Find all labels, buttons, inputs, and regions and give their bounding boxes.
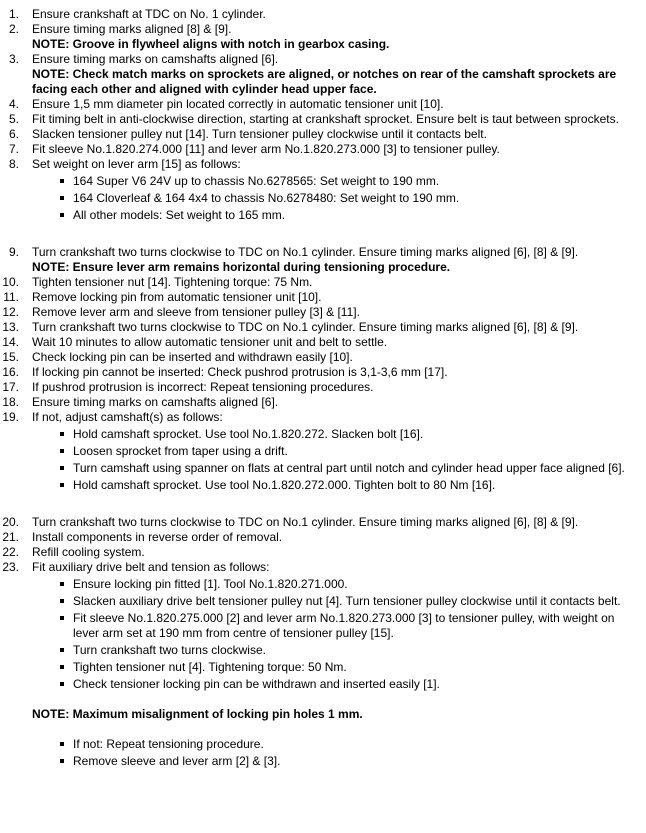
procedure-step	[0, 22, 638, 52]
step-body	[32, 515, 638, 530]
step-bullet-list	[32, 427, 638, 493]
step-text: Fit auxiliary drive belt and tension as follows:	[32, 560, 270, 574]
procedure-step	[0, 52, 638, 97]
bullet-item: Slacken auxiliary drive belt tensioner pulley nut [4]. Turn tensioner pulley clockwise until it contacts belt.	[32, 594, 638, 609]
procedure-step	[0, 305, 638, 320]
step-body	[32, 320, 638, 335]
step-number: 2.	[8, 22, 19, 36]
step-body	[32, 365, 638, 380]
bullet-item: If not: Repeat tensioning procedure.	[32, 737, 638, 752]
step-body	[32, 245, 638, 275]
bullet-item: Check tensioner locking pin can be withdrawn and inserted easily [1].	[32, 677, 638, 692]
step-number: 1.	[8, 7, 19, 21]
bullet-item: All other models: Set weight to 165 mm.	[32, 208, 638, 223]
procedure-step	[0, 275, 638, 290]
step-number: 3.	[8, 52, 19, 66]
footer-bullet-list	[32, 737, 638, 769]
step-body	[32, 127, 638, 142]
step-number: 18.	[2, 395, 19, 409]
step-text: Ensure timing marks aligned [8] & [9].	[32, 22, 232, 36]
procedure-step	[0, 395, 638, 410]
procedure-step	[0, 335, 638, 350]
step-number: 11.	[3, 290, 19, 304]
step-body	[32, 112, 638, 127]
step-body	[32, 52, 638, 97]
step-body	[32, 275, 638, 290]
step-text: Wait 10 minutes to allow automatic tensioner unit and belt to settle.	[32, 335, 388, 349]
step-bullet-list	[32, 577, 638, 692]
bullet-item: Hold camshaft sprocket. Use tool No.1.820.272. Slacken bolt [16].	[32, 427, 638, 442]
step-number: 21.	[2, 530, 19, 544]
step-number: 8.	[8, 157, 19, 171]
step-text: Fit timing belt in anti-clockwise direction, starting at crankshaft sprocket. Ensure belt is taut between sprockets.	[32, 112, 619, 126]
bullet-item: Ensure locking pin fitted [1]. Tool No.1.820.271.000.	[32, 577, 638, 592]
step-number: 22.	[2, 545, 19, 559]
step-body	[32, 7, 638, 22]
step-number: 9.	[8, 245, 19, 259]
step-body	[32, 305, 638, 320]
bullet-item: Hold camshaft sprocket. Use tool No.1.820.272.000. Tighten bolt to 80 Nm [16].	[32, 478, 638, 493]
step-text: Turn crankshaft two turns clockwise to TDC on No.1 cylinder. Ensure timing marks aligned [6], [8] & [9].	[32, 245, 579, 259]
step-text: Remove locking pin from automatic tensioner unit [10].	[32, 290, 322, 304]
step-text: Slacken tensioner pulley nut [14]. Turn tensioner pulley clockwise until it contacts belt.	[32, 127, 487, 141]
bullet-item: 164 Super V6 24V up to chassis No.6278565: Set weight to 190 mm.	[32, 174, 638, 189]
step-text: Check locking pin can be inserted and withdrawn easily [10].	[32, 350, 353, 364]
procedure-list	[0, 7, 638, 694]
step-text: If pushrod protrusion is incorrect: Repeat tensioning procedures.	[32, 380, 374, 394]
procedure-step	[0, 320, 638, 335]
step-number: 23.	[2, 560, 19, 574]
bullet-item: Turn camshaft using spanner on flats at central part until notch and cylinder head upper face aligned [6].	[32, 461, 638, 476]
procedure-step	[0, 290, 638, 305]
step-body	[32, 335, 638, 350]
step-number: 17.	[2, 380, 19, 394]
step-bullet-list	[32, 174, 638, 223]
step-text: Ensure crankshaft at TDC on No. 1 cylinder.	[32, 7, 266, 21]
step-text: If not, adjust camshaft(s) as follows:	[32, 410, 223, 424]
step-text: Ensure timing marks on camshafts aligned [6].	[32, 52, 279, 66]
footer-section	[0, 694, 638, 771]
step-text: Turn crankshaft two turns clockwise to TDC on No.1 cylinder. Ensure timing marks aligned [6], [8] & [9].	[32, 515, 579, 529]
procedure-step	[0, 7, 638, 22]
step-body	[32, 22, 638, 52]
step-number: 16.	[2, 365, 19, 379]
step-number: 20.	[2, 515, 19, 529]
step-text: Remove lever arm and sleeve from tensioner pulley [3] & [11].	[32, 305, 360, 319]
step-text: Install components in reverse order of removal.	[32, 530, 283, 544]
step-text: Fit sleeve No.1.820.274.000 [11] and lever arm No.1.820.273.000 [3] to tensioner pulley.	[32, 142, 500, 156]
step-text: Refill cooling system.	[32, 545, 145, 559]
footer-note: NOTE: Maximum misalignment of locking pin holes 1 mm.	[32, 707, 363, 721]
step-number: 13.	[2, 320, 19, 334]
procedure-step	[0, 245, 638, 275]
step-body	[32, 157, 638, 225]
step-note: NOTE: Ensure lever arm remains horizontal during tensioning procedure.	[32, 260, 451, 274]
step-text: Ensure 1,5 mm diameter pin located correctly in automatic tensioner unit [10].	[32, 97, 444, 111]
step-number: 7.	[8, 142, 19, 156]
footer-body	[32, 694, 638, 771]
procedure-step	[0, 515, 638, 530]
step-body	[32, 560, 638, 694]
procedure-step	[0, 560, 638, 694]
bullet-item: Remove sleeve and lever arm [2] & [3].	[32, 754, 638, 769]
step-text: Tighten tensioner nut [14]. Tightening torque: 75 Nm.	[32, 275, 313, 289]
step-body	[32, 142, 638, 157]
step-text: Ensure timing marks on camshafts aligned [6].	[32, 395, 279, 409]
procedure-step	[0, 97, 638, 112]
step-body	[32, 530, 638, 545]
procedure-step	[0, 157, 638, 225]
procedure-step	[0, 350, 638, 365]
step-number: 12.	[2, 305, 19, 319]
step-number: 4.	[8, 97, 19, 111]
bullet-item: Turn crankshaft two turns clockwise.	[32, 643, 638, 658]
step-number: 6.	[8, 127, 19, 141]
procedure-step	[0, 380, 638, 395]
bullet-item: Fit sleeve No.1.820.275.000 [2] and lever arm No.1.820.273.000 [3] to tensioner pulley, with weight on lever arm set at 190 mm from centre of tensioner pulley [15].	[32, 611, 638, 641]
step-note: NOTE: Groove in flywheel aligns with notch in gearbox casing.	[32, 37, 390, 51]
bullet-item: Loosen sprocket from taper using a drift.	[32, 444, 638, 459]
step-body	[32, 350, 638, 365]
step-number: 5.	[8, 112, 19, 126]
procedure-step	[0, 365, 638, 380]
procedure-step	[0, 545, 638, 560]
procedure-step	[0, 530, 638, 545]
step-number: 15.	[2, 350, 19, 364]
step-body	[32, 380, 638, 395]
step-number: 14.	[2, 335, 19, 349]
bullet-item: 164 Cloverleaf & 164 4x4 to chassis No.6278480: Set weight to 190 mm.	[32, 191, 638, 206]
step-number: 19.	[2, 410, 19, 424]
procedure-step	[0, 112, 638, 127]
step-body	[32, 410, 638, 495]
bullet-item: Tighten tensioner nut [4]. Tightening torque: 50 Nm.	[32, 660, 638, 675]
step-body	[32, 290, 638, 305]
step-body	[32, 97, 638, 112]
procedure-step	[0, 142, 638, 157]
step-note: NOTE: Check match marks on sprockets are aligned, or notches on rear of the camshaft sprockets are facing each other and aligned with cylinder head upper face.	[32, 67, 617, 96]
step-text: Turn crankshaft two turns clockwise to TDC on No.1 cylinder. Ensure timing marks aligned [6], [8] & [9].	[32, 320, 579, 334]
procedure-step	[0, 127, 638, 142]
step-text: If locking pin cannot be inserted: Check pushrod protrusion is 3,1-3,6 mm [17].	[32, 365, 448, 379]
step-number: 10.	[2, 275, 19, 289]
step-text: Set weight on lever arm [15] as follows:	[32, 157, 241, 171]
step-body	[32, 395, 638, 410]
procedure-step	[0, 410, 638, 495]
step-body	[32, 545, 638, 560]
